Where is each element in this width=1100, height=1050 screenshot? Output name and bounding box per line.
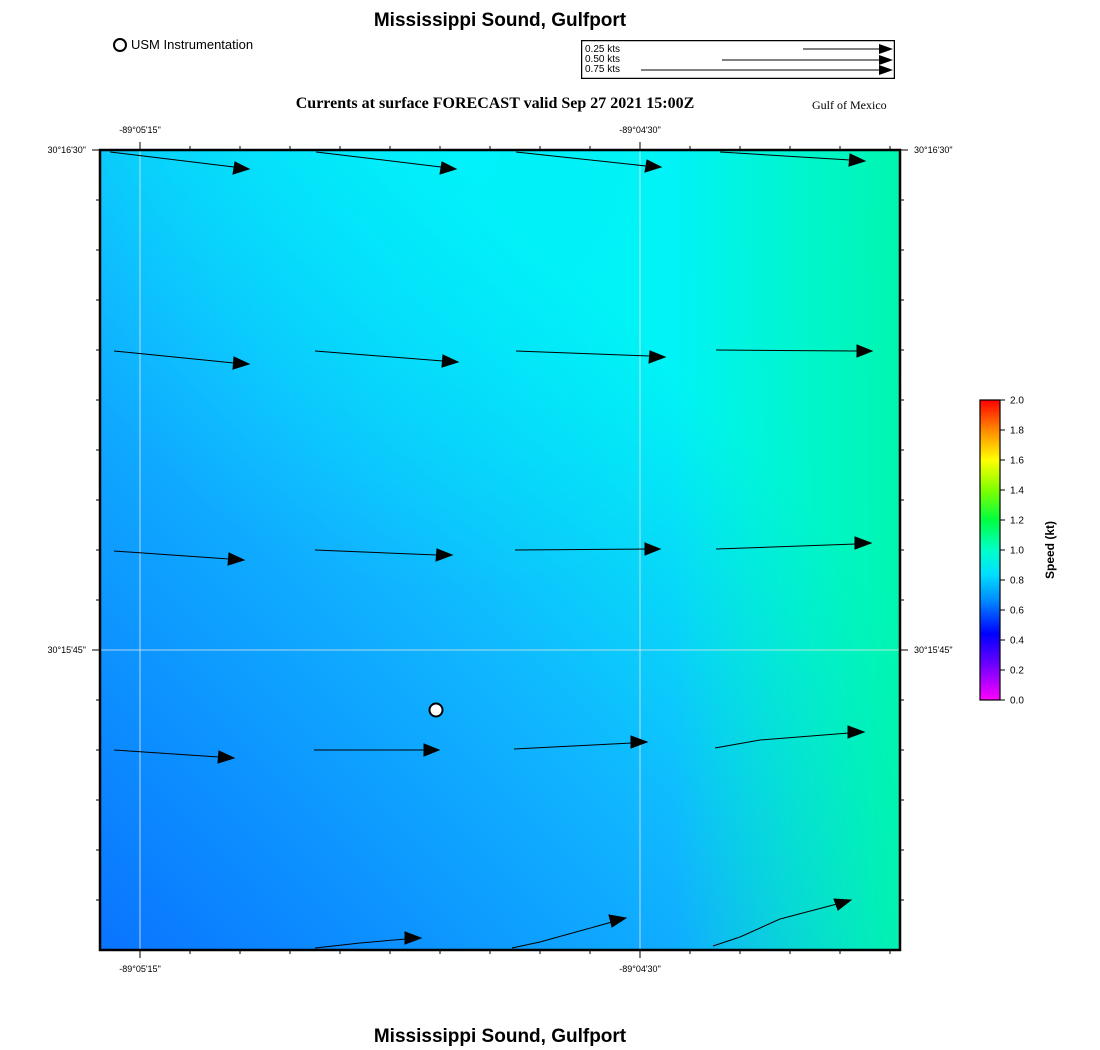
colorbar-ramp — [980, 400, 1000, 700]
speed-field — [100, 150, 900, 950]
speed-colorbar — [960, 390, 1080, 710]
map-title: Mississippi Sound, Gulfport — [373, 10, 627, 31]
colorbar-tick-label: 1.4 — [1010, 485, 1024, 497]
lat-tick-label-left: 30°16'30" — [47, 145, 86, 155]
forecast-title: Currents at surface FORECAST valid Sep 27 2021 15:00Z — [295, 95, 695, 112]
lat-tick-label-right: 30°15'45" — [914, 645, 953, 655]
colorbar-tick-labels — [1010, 396, 1024, 707]
lat-tick-label-right: 30°16'30" — [914, 145, 953, 155]
colorbar-tick-label: 0.4 — [1010, 635, 1024, 647]
vector-legend-label: 0.75 kts — [585, 64, 621, 75]
colorbar-tick-label: 0.2 — [1010, 665, 1024, 677]
colorbar-tick-label: 1.0 — [1010, 545, 1024, 557]
lon-tick-label-top: -89°05'15" — [119, 125, 161, 135]
lon-tick-label-bottom: -89°05'15" — [119, 964, 161, 974]
lon-tick-label-top: -89°04'30" — [619, 125, 661, 135]
instrument-station[interactable] — [430, 704, 443, 717]
colorbar-tick-label: 0.0 — [1010, 695, 1024, 707]
colorbar-tick-label: 1.2 — [1010, 515, 1024, 527]
colorbar-title: Speed (kt) — [1043, 520, 1057, 580]
lat-tick-label-left: 30°15'45" — [47, 645, 86, 655]
colorbar-tick-label: 0.8 — [1010, 575, 1024, 587]
colorbar-ticks — [1000, 400, 1005, 700]
colorbar-tick-label: 1.6 — [1010, 455, 1024, 467]
region-label: Gulf of Mexico — [812, 98, 887, 112]
instrument-legend-label: USM Instrumentation — [131, 37, 254, 52]
colorbar-tick-label: 0.6 — [1010, 605, 1024, 617]
lon-tick-label-bottom: -89°04'30" — [619, 964, 661, 974]
colorbar-tick-label: 1.8 — [1010, 425, 1024, 437]
vector-legend-label: 0.25 kts — [585, 44, 621, 55]
footer-title: Mississippi Sound, Gulfport — [373, 1026, 627, 1047]
vector-legend-label: 0.50 kts — [585, 54, 621, 65]
colorbar-tick-label: 2.0 — [1010, 395, 1024, 407]
